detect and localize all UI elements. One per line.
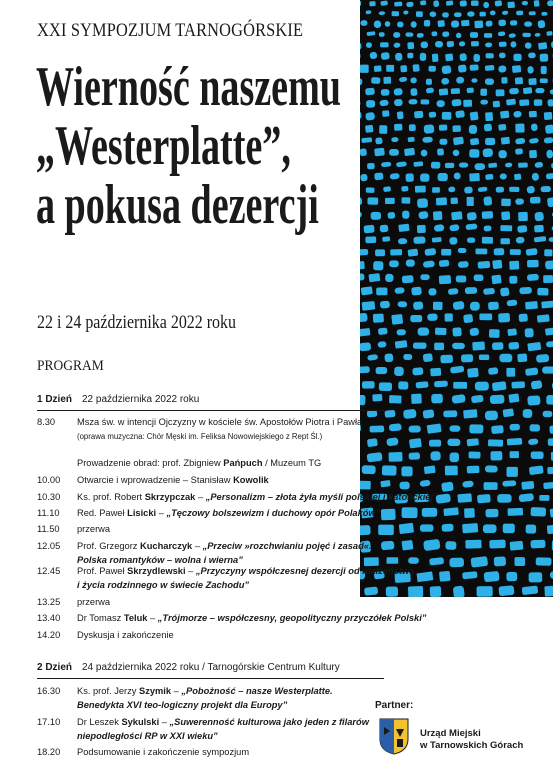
description-line xyxy=(77,429,387,444)
talk-title: Benedykta XVI teo-logiczny projekt dla Europy” xyxy=(77,700,288,710)
description-text: przerwa xyxy=(77,597,111,607)
description-text: Msza św. w intencji Ojczyzny w kościele św. Apostołów Piotra i Pawła xyxy=(77,417,363,427)
description-text: Prowadzenie obrad: prof. Zbigniew xyxy=(77,458,224,468)
schedule-time: 12.05 xyxy=(37,541,61,551)
day-1-section xyxy=(37,392,438,640)
description-text: Dr Tomasz xyxy=(77,613,124,623)
talk-title: niepodległości RP w XXI wieku” xyxy=(77,731,218,741)
title-line: Wierność naszemu xyxy=(36,56,341,118)
day-date: 24 października 2022 roku / Tarnogórskie Centrum Kultury xyxy=(82,662,340,673)
description-text: – xyxy=(171,686,182,696)
description-text: Ks. prof. Jerzy xyxy=(77,686,139,696)
talk-title: „Suwerenność kulturowa jako jeden z filarów xyxy=(169,717,369,727)
partner-label: Partner: xyxy=(375,700,414,711)
talk-title: „Personalizm – złota żyła myśli polskiej i katolickiej” xyxy=(205,492,438,502)
cobblestone-pavement-image xyxy=(360,0,553,597)
description-line xyxy=(77,564,415,578)
schedule-description xyxy=(77,473,387,487)
partner-name-line: Urząd Miejski xyxy=(420,728,481,739)
day-label: 1 Dzień xyxy=(37,394,73,405)
description-text: – xyxy=(147,613,158,623)
schedule-time: 17.10 xyxy=(37,717,61,727)
talk-title: „Przyczyny współczesnej dezercji od małżeństwa xyxy=(195,566,415,576)
talk-title: „Trójmorze – współczesny, geopolityczny przyczółek Polski” xyxy=(157,613,427,623)
description-line xyxy=(77,715,387,729)
schedule-time: 10.30 xyxy=(37,492,61,502)
description-text: przerwa xyxy=(77,524,111,534)
schedule-description xyxy=(77,715,387,743)
schedule-description xyxy=(77,522,387,536)
schedule-description xyxy=(77,611,427,625)
description-line xyxy=(77,611,427,625)
description-text: (oprawa muzyczna: Chór Męski im. Feliksa Nowowiejskiego z Rept Śl.) xyxy=(77,432,323,441)
description-line xyxy=(77,595,387,609)
coat-of-arms-icon xyxy=(378,717,410,755)
description-text: Red. Paweł xyxy=(77,508,128,518)
description-text: / Muzeum TG xyxy=(262,458,322,468)
schedule-time: 14.20 xyxy=(37,630,61,640)
description-text: – xyxy=(185,566,196,576)
schedule-description xyxy=(77,539,387,567)
program-heading: PROGRAM xyxy=(37,358,104,374)
schedule-time: 16.30 xyxy=(37,686,61,696)
event-date: 22 i 24 października 2022 roku xyxy=(37,312,237,333)
schedule-description xyxy=(77,490,438,504)
description-text: – xyxy=(192,541,203,551)
symposium-subtitle: XXI SYMPOZJUM TARNOGÓRSKIE xyxy=(37,20,304,41)
schedule-description xyxy=(77,595,387,609)
description-text: Otwarcie i wprowadzenie – Stanisław xyxy=(77,475,234,485)
description-text: – xyxy=(159,717,170,727)
description-line xyxy=(77,473,387,487)
day-header xyxy=(37,392,384,411)
schedule-time: 11.10 xyxy=(37,508,60,518)
schedule-time: 12.45 xyxy=(37,566,61,576)
day-header xyxy=(37,660,384,679)
day-label: 2 Dzień xyxy=(37,662,73,673)
description-text: Podsumowanie i zakończenie sympozjum xyxy=(77,747,250,757)
schedule-description xyxy=(77,564,415,592)
description-text: Dr Leszek xyxy=(77,717,122,727)
description-line xyxy=(77,578,387,592)
speaker-name: Lisicki xyxy=(127,508,157,518)
schedule-time: 10.00 xyxy=(37,475,61,485)
description-text: Ks. prof. Robert xyxy=(77,492,145,502)
description-line xyxy=(77,684,387,698)
description-text: Prof. Grzegorz xyxy=(77,541,141,551)
schedule-time: 18.20 xyxy=(37,747,61,757)
speaker-name: Skrzydlewski xyxy=(127,566,186,576)
description-line xyxy=(77,628,387,642)
speaker-name: Pańpuch xyxy=(223,458,263,468)
speaker-name: Szymik xyxy=(139,686,172,696)
schedule-time: 11.50 xyxy=(37,524,60,534)
schedule-time: 13.25 xyxy=(37,597,61,607)
schedule-time: 13.40 xyxy=(37,613,61,623)
partner-name xyxy=(420,728,523,752)
talk-title: Polska romantyków – wolna i wierna” xyxy=(77,555,243,565)
day-2-section xyxy=(37,660,384,757)
description-line xyxy=(77,539,387,553)
day-date: 22 października 2022 roku xyxy=(82,394,200,405)
page-title xyxy=(36,58,341,235)
description-text: – xyxy=(156,508,167,518)
description-line xyxy=(77,729,387,743)
talk-title: „Pobożność – nasze Westerplatte. xyxy=(181,686,333,696)
speaker-name: Sykulski xyxy=(121,717,160,727)
schedule-time: 8.30 xyxy=(37,417,56,427)
description-text: Prof. Paweł xyxy=(77,566,128,576)
description-line xyxy=(77,698,387,712)
description-text: – xyxy=(195,492,206,502)
talk-title: „Przeciw »rozchwianiu pojęć i zasad«. xyxy=(202,541,372,551)
talk-title: i życia rodzinnego w świecie Zachodu” xyxy=(77,580,250,590)
speaker-name: Kowolik xyxy=(233,475,269,485)
speaker-name: Skrzypczak xyxy=(144,492,196,502)
title-line: „Westerplatte”, xyxy=(36,115,291,177)
title-line: a pokusa dezercji xyxy=(36,174,319,236)
partner-name-line: w Tarnowskich Górach xyxy=(420,740,524,751)
schedule-description xyxy=(77,456,387,470)
description-line xyxy=(77,522,387,536)
schedule-description xyxy=(77,745,387,759)
schedule-description xyxy=(77,506,387,520)
description-line xyxy=(77,415,387,429)
description-line xyxy=(77,506,387,520)
description-line xyxy=(77,456,387,470)
talk-title: „Tęczowy bolszewizm i duchowy opór Polaków” xyxy=(166,508,381,518)
speaker-name: Teluk xyxy=(123,613,148,623)
schedule-description xyxy=(77,415,387,444)
schedule-description xyxy=(77,628,387,642)
speaker-name: Kucharczyk xyxy=(140,541,193,551)
schedule-description xyxy=(77,684,387,712)
description-text: Dyskusja i zakończenie xyxy=(77,630,174,640)
description-line xyxy=(77,490,438,504)
description-line xyxy=(77,745,387,759)
